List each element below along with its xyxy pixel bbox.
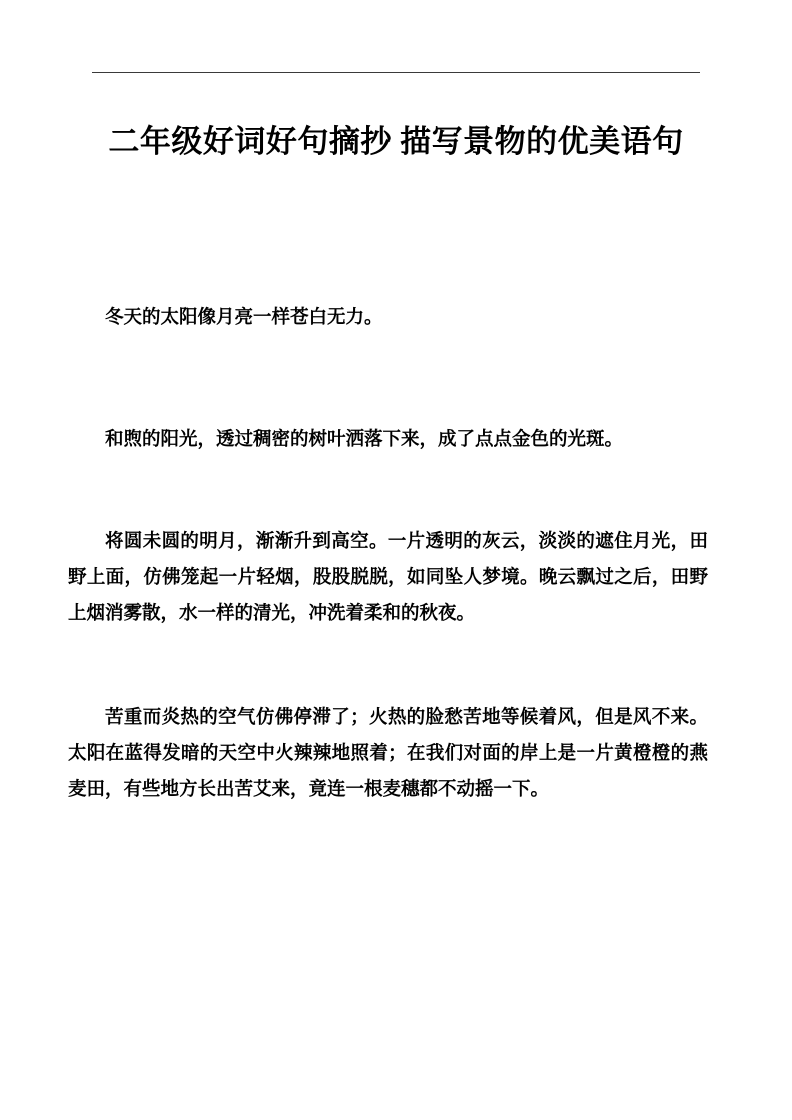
- paragraph: 和煦的阳光，透过稠密的树叶洒落下来，成了点点金色的光斑。: [105, 430, 624, 450]
- paragraph: 苦重而炎热的空气仿佛停滞了；火热的脸愁苦地等候着风，但是风不来。太阳在蓝得发暗的天空中火辣辣地照着；在我们对面的岸上是一片黄橙橙的燕麦田，有些地方长出苦艾来，竟连一根麦穗都不动摇一下。: [68, 708, 708, 800]
- document-body: [68, 300, 708, 808]
- header-divider: [92, 72, 700, 73]
- paragraph: 冬天的太阳像月亮一样苍白无力。: [105, 308, 383, 328]
- paragraph: 将圆未圆的明月，渐渐升到高空。一片透明的灰云，淡淡的遮住月光，田野上面，仿佛笼起一片轻烟，股股脱脱，如同坠人梦境。晚云飘过之后，田野上烟消雾散，水一样的清光，冲洗着柔和的秋夜。: [68, 532, 708, 624]
- page-title: 二年级好词好句摘抄 描写景物的优美语句: [108, 123, 684, 159]
